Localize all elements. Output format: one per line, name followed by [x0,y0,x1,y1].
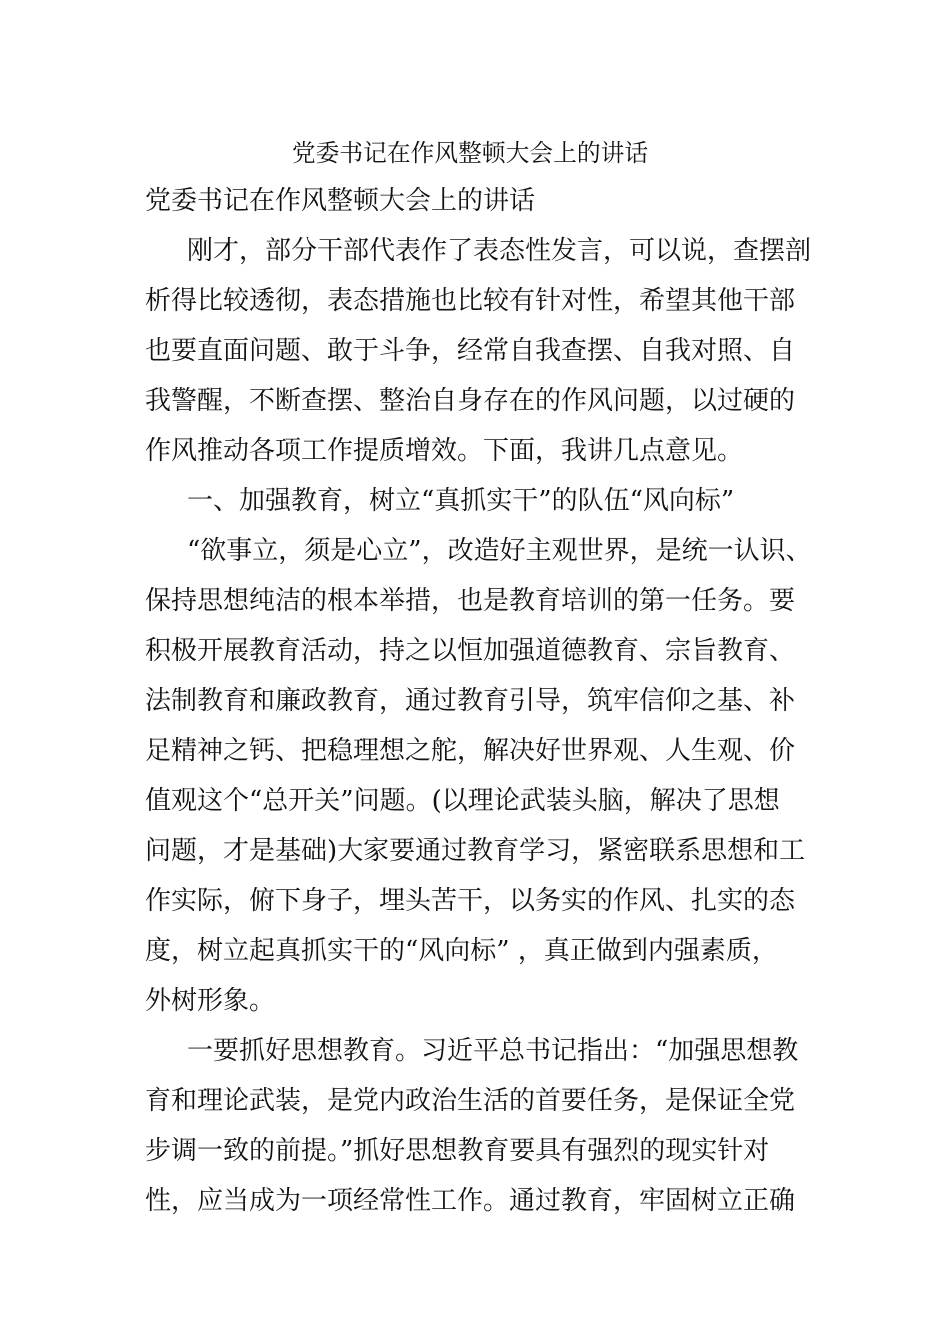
paragraph-line: 值观这个“总开关”问题。(以理论武装头脑，解决了思想 [145,786,780,816]
paragraph-line: “欲事立，须是心立”，改造好主观世界，是统一认识、 [187,536,812,566]
paragraph-line: 积极开展教育活动，持之以恒加强道德教育、宗旨教育、 [145,636,796,666]
paragraph-line: 度，树立起真抓实干的“风向标” ，真正做到内强素质， [145,936,778,966]
paragraph-line: 外树形象。 [145,986,276,1016]
paragraph-line: 一要抓好思想教育。习近平总书记指出：“加强思想教 [187,1036,799,1066]
paragraph-line: 保持思想纯洁的根本举措，也是教育培训的第一任务。要 [145,586,796,616]
document-subtitle: 党委书记在作风整顿大会上的讲话 [145,186,536,216]
paragraph-line: 育和理论武装，是党内政治生活的首要任务，是保证全党 [145,1086,796,1116]
document-title: 党委书记在作风整顿大会上的讲话 [291,139,649,167]
paragraph-line: 作实际，俯下身子，埋头苦干，以务实的作风、扎实的态 [145,886,796,916]
paragraph-line: 步调一致的前提。”抓好思想教育要具有强烈的现实针对 [145,1136,770,1166]
paragraph-line: 我警醒，不断查摆、整治自身存在的作风问题，以过硬的 [145,386,796,416]
paragraph-line: 析得比较透彻，表态措施也比较有针对性，希望其他干部 [145,286,796,316]
section-heading: 一、加强教育，树立“真抓实干”的队伍“风向标” [187,486,735,516]
paragraph-line: 法制教育和廉政教育，通过教育引导，筑牢信仰之基、补 [145,686,796,716]
paragraph-line: 也要直面问题、敢于斗争，经常自我查摆、自我对照、自 [145,336,796,366]
paragraph-line: 刚才，部分干部代表作了表态性发言，可以说，查摆剖 [187,236,812,266]
paragraph-line: 问题，才是基础)大家要通过教育学习，紧密联系思想和工 [145,836,806,866]
paragraph-line: 作风推动各项工作提质增效。下面，我讲几点意见。 [145,436,744,466]
paragraph-line: 性，应当成为一项经常性工作。通过教育，牢固树立正确 [145,1186,796,1216]
paragraph-line: 足精神之钙、把稳理想之舵，解决好世界观、人生观、价 [145,736,796,766]
